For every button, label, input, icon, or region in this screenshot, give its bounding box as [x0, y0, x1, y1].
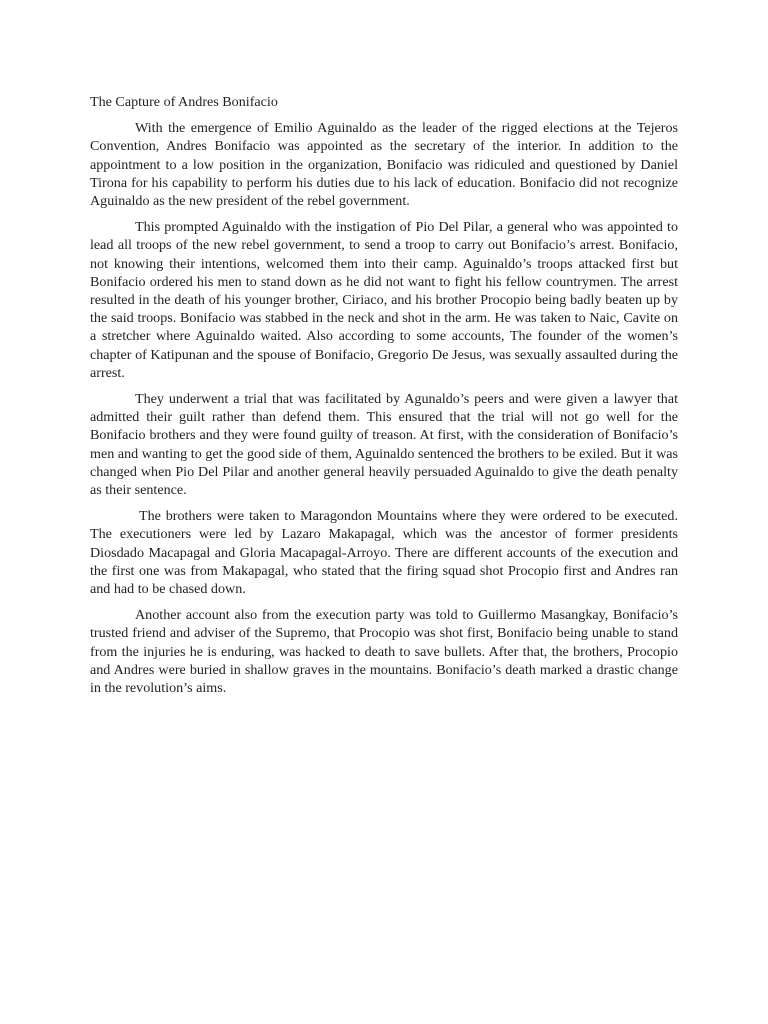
document-title: The Capture of Andres Bonifacio — [90, 94, 278, 110]
paragraph-2: This prompted Aguinaldo with the instigation of Pio Del Pilar, a general who was appointed to lead all troops of the new rebel government, to send a troop to carry out Bonifacio’s arrest. Bonifacio, not knowing their intentions, welcomed them into their camp. Aguinaldo’s troops attacked first but Bonifacio ordered his men to stand down as he did not want to fight his fellow countrymen. The arrest resulted in the death of his younger brother, Ciriaco, and his brother Procopio being badly beaten up by the said troops. Bonifacio was stabbed in the neck and shot in the arm. He was taken to Naic, Cavite on a stretcher where Aguinaldo waited. Also according to some accounts, The founder of the women’s chapter of Katipunan and the spouse of Bonifacio, Gregorio De Jesus, was sexually assaulted during the arrest. — [90, 219, 678, 381]
paragraph-4: The brothers were taken to Maragondon Mountains where they were ordered to be executed. The executioners were led by Lazaro Makapagal, which was the ancestor of former presidents Diosdado Macapagal and Gloria Macapagal-Arroyo. There are different accounts of the execution and the first one was from Makapagal, who stated that the firing squad shot Procopio first and Andres ran and had to be chased down. — [90, 508, 678, 598]
paragraph-3: They underwent a trial that was facilitated by Agunaldo’s peers and were given a lawyer that admitted their guilt rather than defend them. This ensured that the trial will not go well for the Bonifacio brothers and they were found guilty of treason. At first, with the consideration of Bonifacio’s men and wanting to get the good side of them, Aguinaldo sentenced the brothers to be exiled. But it was changed when Pio Del Pilar and another general heavily persuaded Aguinaldo to give the death penalty as their sentence. — [90, 391, 678, 499]
paragraph-5: Another account also from the execution party was told to Guillermo Masangkay, Bonifacio’s trusted friend and adviser of the Supremo, that Procopio was shot first, Bonifacio being unable to stand from the injuries he is enduring, was hacked to death to save bullets. After that, the brothers, Procopio and Andres were buried in shallow graves in the mountains. Bonifacio’s death marked a drastic change in the revolution’s aims. — [90, 607, 678, 697]
document-body — [90, 93, 678, 705]
paragraph-1: With the emergence of Emilio Aguinaldo as the leader of the rigged elections at the Tejeros Convention, Andres Bonifacio was appointed as the secretary of the interior. In addition to the appointment to a low position in the organization, Bonifacio was ridiculed and questioned by Daniel Tirona for his capability to perform his duties due to his lack of education. Bonifacio did not recognize Aguinaldo as the new president of the rebel government. — [90, 120, 678, 210]
